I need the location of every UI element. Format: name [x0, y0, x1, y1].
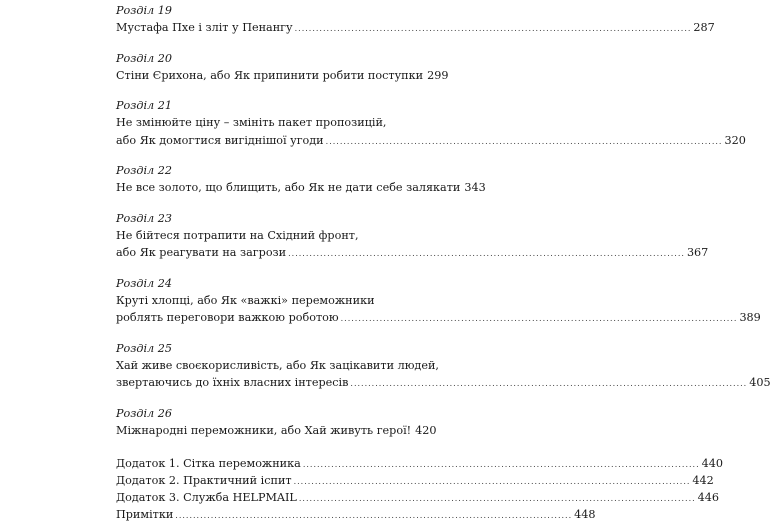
toc-entry-line [116, 292, 432, 310]
entry-title: Не змінюйте ціну – змініть пакет пропозицій, [116, 116, 387, 129]
chapter-label: Розділ 23 [116, 211, 172, 225]
toc-entry [116, 244, 709, 262]
page-number: 442 [692, 474, 714, 487]
entry-title: звертаючись до їхніх власних інтересів [116, 376, 349, 389]
page-number: 446 [697, 491, 720, 504]
entry-title: або Як домогтися вигіднішої угоди [116, 133, 324, 147]
entry-title: Не все золото, що блищить, або Як не дати себе залякати [116, 181, 461, 194]
page-number: 367 [686, 246, 709, 259]
chapter-label: Розділ 20 [116, 51, 172, 65]
toc-entry [116, 67, 449, 85]
chapter-label: Розділ 24 [116, 276, 172, 290]
entry-title: Хай живе своєкорисливість, або Як зацікавити людей, [116, 358, 439, 372]
chapter-24 [116, 275, 761, 327]
toc-entry [116, 179, 486, 197]
chapter-25 [116, 340, 771, 392]
chapter-label: Розділ 26 [116, 406, 172, 420]
leader-dots: ................................................................................................................ [325, 136, 723, 146]
leader-dots: ................................................................................................................ [302, 460, 700, 469]
leader-dots: ................................................................................................................ [298, 494, 696, 503]
toc-entry [116, 374, 771, 392]
entry-title: Додаток 3. Служба HELPMAIL [116, 491, 297, 504]
entry-title: Круті хлопці, або Як «важкі» переможники [116, 293, 375, 307]
chapter-label: Розділ 19 [116, 4, 172, 17]
toc-entry [116, 19, 715, 37]
page-number: 299 [427, 68, 449, 82]
toc-entry [116, 422, 437, 440]
page-number: 405 [749, 376, 771, 389]
chapter-20 [116, 50, 449, 85]
leader-dots: ................................................................................................................ [288, 249, 685, 258]
toc-entry [116, 309, 761, 327]
table-of-contents [116, 2, 771, 523]
chapter-26 [116, 405, 437, 440]
chapter-22 [116, 162, 486, 197]
leader-dots: ................................................................................................................ [350, 379, 748, 388]
entry-title: Мустафа Пхе і зліт у Пенангу [116, 21, 293, 34]
page-number: 287 [693, 21, 715, 34]
toc-entry-line [116, 227, 432, 245]
toc-entry-line [116, 114, 432, 132]
entry-title: або Як реагувати на загрози [116, 246, 287, 259]
notes-entry [116, 506, 596, 523]
chapter-label: Розділ 22 [116, 164, 172, 177]
chapter-21 [116, 97, 746, 149]
entry-title: Стіни Єрихона, або Як припинити робити поступки [116, 68, 424, 82]
chapter-19 [116, 2, 715, 37]
page-number: 320 [724, 133, 746, 147]
chapter-label: Розділ 25 [116, 341, 172, 355]
leader-dots: ................................................................................................................ [294, 24, 692, 33]
appendix-entry-2 [116, 472, 714, 489]
chapter-label: Розділ 21 [116, 99, 172, 112]
appendices [116, 455, 723, 523]
leader-dots: ................................................................................................................ [340, 314, 738, 323]
entry-title: Міжнародні переможники, або Хай живуть герої! [116, 423, 412, 437]
entry-title: Примітки [116, 508, 174, 521]
leader-dots: ................................................................................................................ [293, 477, 691, 486]
page-number: 440 [701, 457, 723, 470]
toc-entry [116, 132, 746, 150]
entry-title: Додаток 2. Практичний іспит [116, 474, 292, 487]
entry-title: роблять переговори важкою роботою [116, 311, 339, 324]
leader-dots: ................................................................................................................ [175, 511, 573, 520]
toc-entry-line [116, 357, 439, 375]
entry-title: Додаток 1. Сітка переможника [116, 457, 301, 470]
page-number: 420 [415, 423, 437, 437]
chapter-23 [116, 210, 709, 262]
entry-title: Не бійтеся потрапити на Східний фронт, [116, 228, 359, 242]
page-number: 448 [574, 508, 596, 521]
page-number: 389 [739, 311, 761, 324]
appendix-entry-1 [116, 455, 723, 472]
page-number: 343 [464, 181, 486, 194]
appendix-entry-3 [116, 489, 720, 506]
